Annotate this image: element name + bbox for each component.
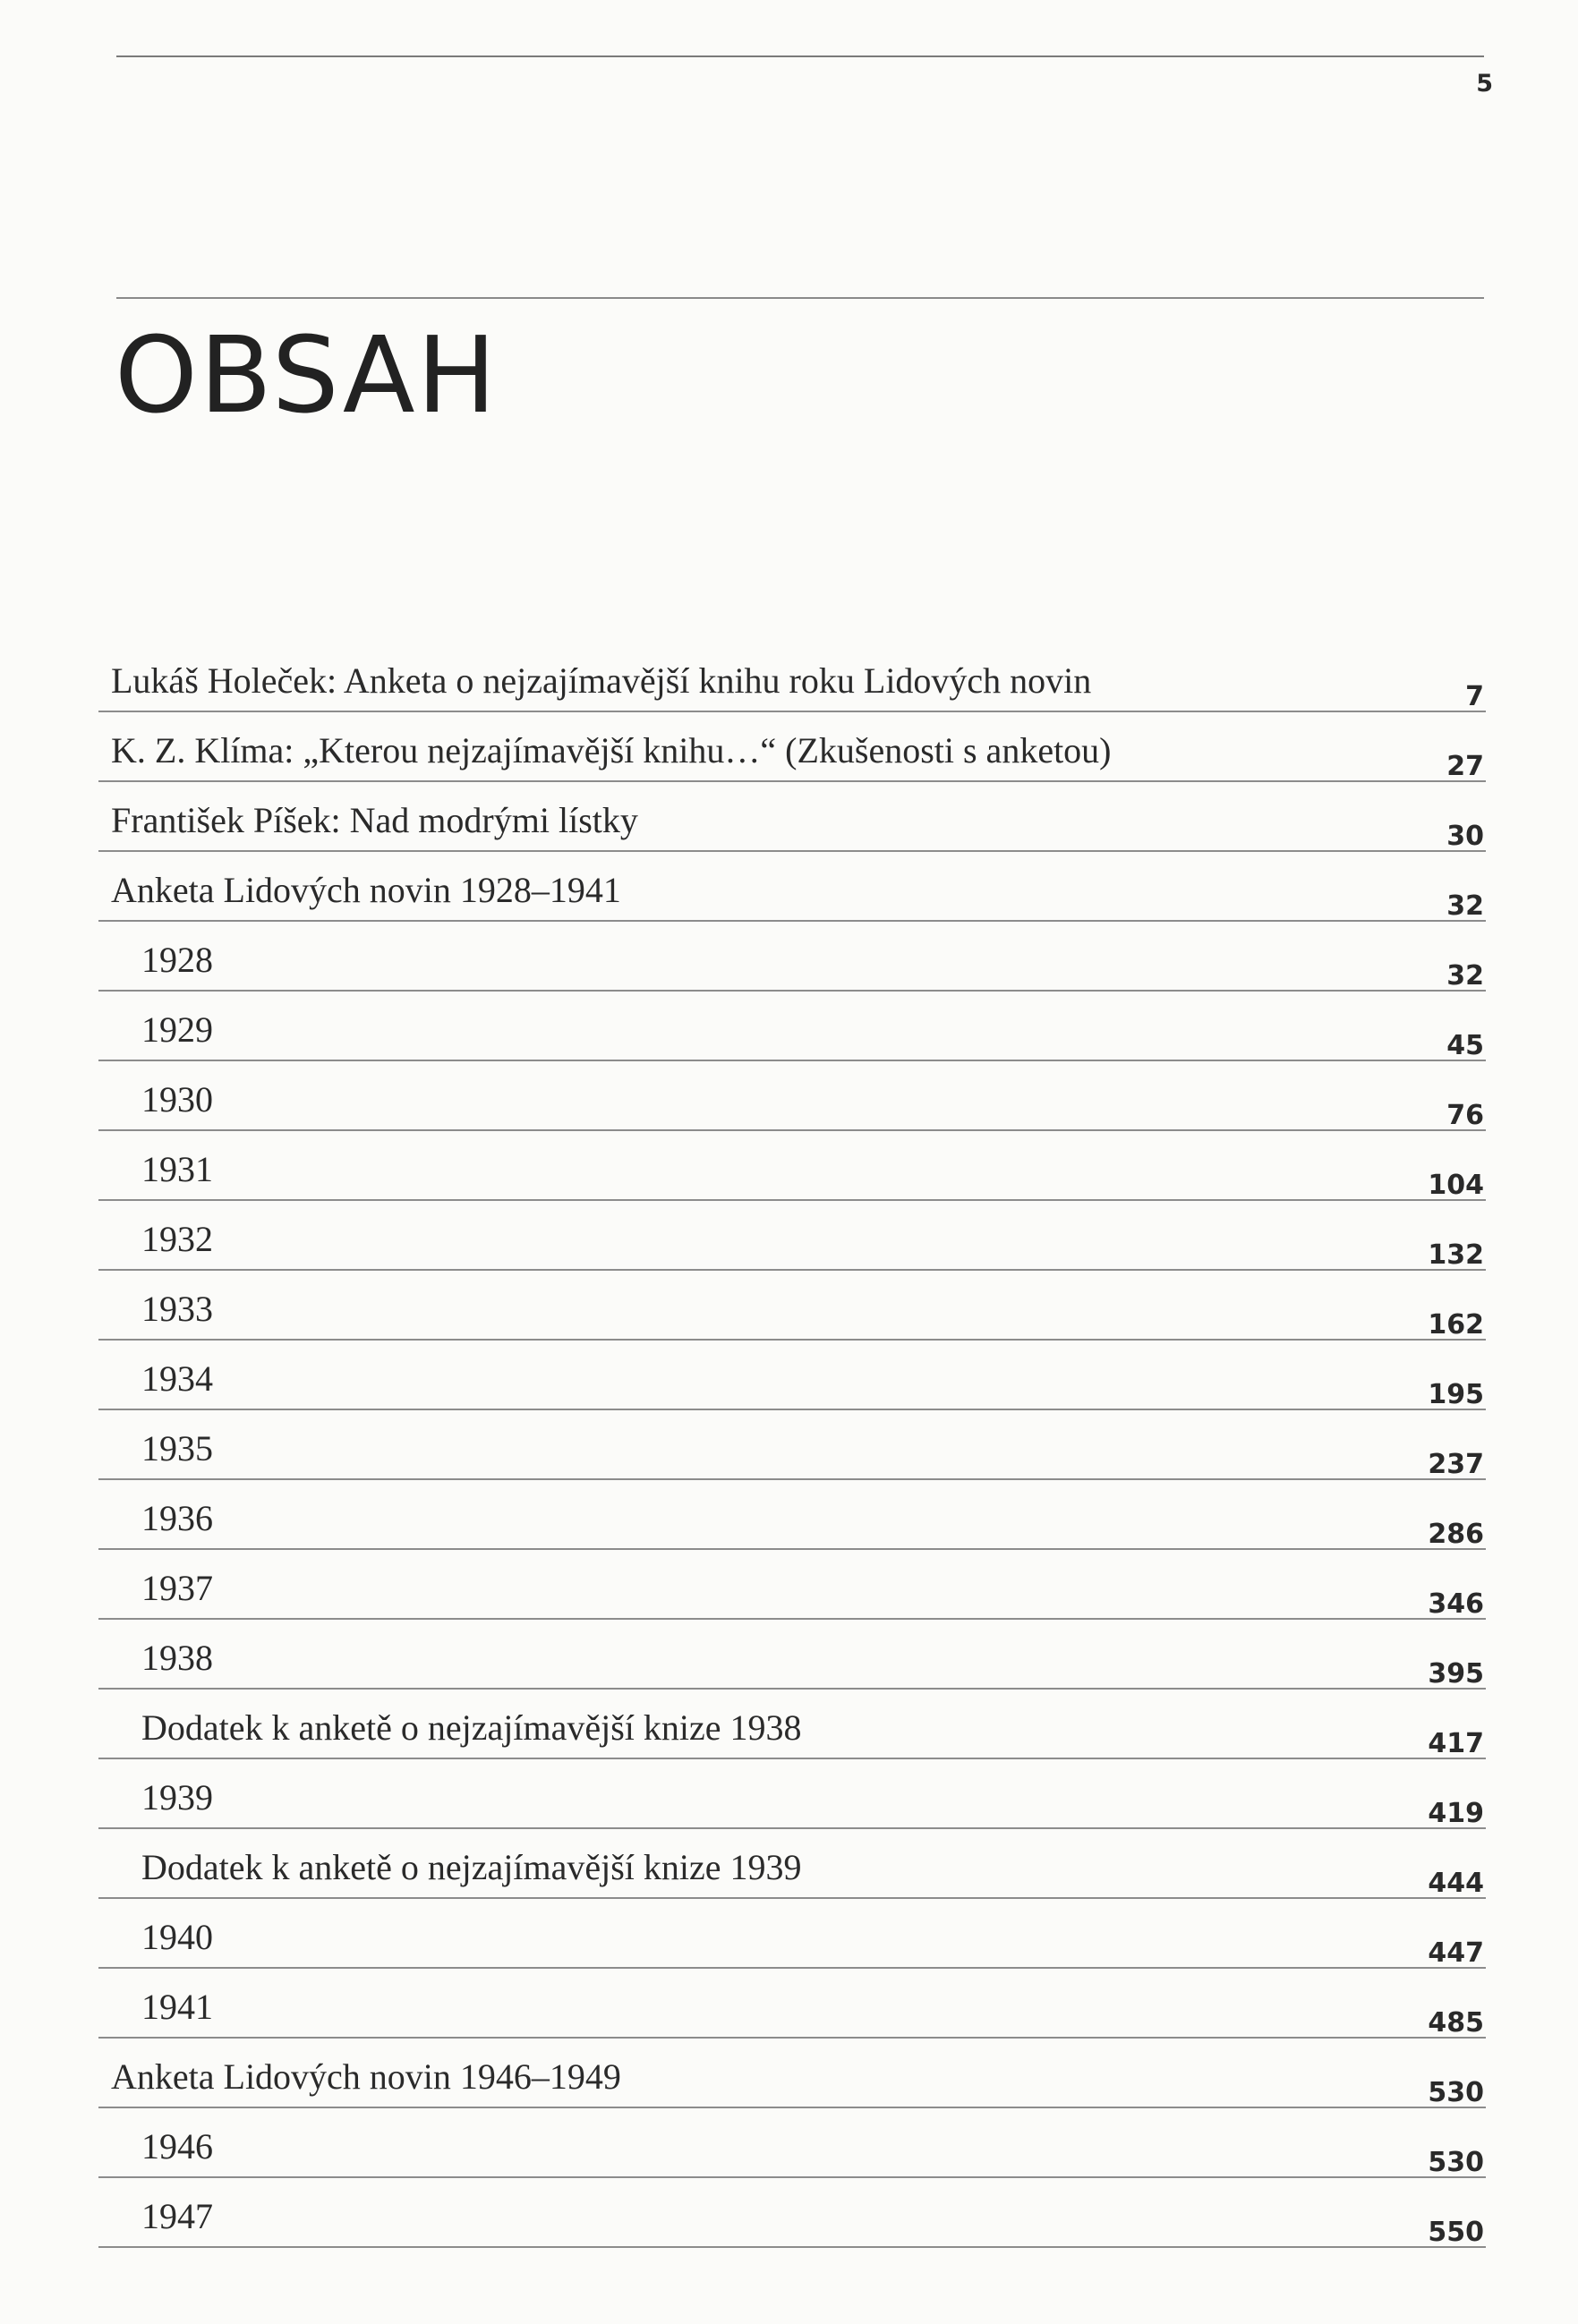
toc-entry-page: 444 xyxy=(1428,1868,1484,1899)
toc-entry xyxy=(98,1691,1486,1759)
toc-entry xyxy=(98,1622,1486,1690)
toc-entry-page: 132 xyxy=(1428,1239,1484,1271)
toc-entry-page: 32 xyxy=(1446,960,1484,992)
toc-entry-label: 1934 xyxy=(141,1358,213,1399)
toc-entry xyxy=(98,714,1486,782)
toc-entry-page: 417 xyxy=(1428,1728,1484,1759)
toc-entry-page: 286 xyxy=(1428,1519,1484,1550)
toc-entry-label: 1931 xyxy=(141,1149,213,1189)
toc-entry-label: Dodatek k anketě o nejzajímavější knize 1939 xyxy=(141,1847,802,1887)
toc-entry-label: 1946 xyxy=(141,2126,213,2167)
toc-entry xyxy=(98,1412,1486,1480)
toc-entry xyxy=(98,1342,1486,1410)
toc-entry-page: 162 xyxy=(1428,1309,1484,1341)
toc-entry-label: Dodatek k anketě o nejzajímavější knize 1938 xyxy=(141,1707,802,1748)
toc-entry xyxy=(98,2110,1486,2178)
toc-entry-page: 530 xyxy=(1428,2147,1484,2178)
toc-entry xyxy=(98,924,1486,992)
toc-entry-page: 7 xyxy=(1465,681,1484,712)
toc-entry-page: 104 xyxy=(1428,1170,1484,1201)
toc-entry-label: 1940 xyxy=(141,1917,213,1957)
toc-entry-label: Anketa Lidových novin 1928–1941 xyxy=(111,870,621,910)
toc-entry-label: 1947 xyxy=(141,2196,213,2236)
toc-entry-label: František Píšek: Nad modrými lístky xyxy=(111,800,638,840)
toc-entry-page: 485 xyxy=(1428,2007,1484,2039)
toc-entry-page: 195 xyxy=(1428,1379,1484,1410)
toc-entry-label: 1935 xyxy=(141,1428,213,1468)
toc-entry-page: 346 xyxy=(1428,1588,1484,1620)
table-of-contents xyxy=(98,644,1486,2250)
toc-entry-label: 1930 xyxy=(141,1079,213,1119)
toc-entry-page: 30 xyxy=(1446,821,1484,852)
toc-entry-label: 1938 xyxy=(141,1638,213,1678)
toc-entry-label: K. Z. Klíma: „Kterou nejzajímavější knihu…“ (Zkušenosti s anketou) xyxy=(111,730,1112,770)
toc-entry xyxy=(98,644,1486,712)
title-rule xyxy=(116,297,1484,299)
toc-entry-page: 27 xyxy=(1446,751,1484,782)
toc-entry xyxy=(98,1203,1486,1271)
toc-entry xyxy=(98,2040,1486,2108)
toc-entry xyxy=(98,1482,1486,1550)
toc-entry xyxy=(98,784,1486,852)
toc-entry-page: 419 xyxy=(1428,1798,1484,1829)
toc-entry-label: 1929 xyxy=(141,1009,213,1050)
toc-entry xyxy=(98,2180,1486,2248)
toc-entry xyxy=(98,1133,1486,1201)
toc-entry xyxy=(98,1831,1486,1899)
toc-entry-label: 1939 xyxy=(141,1777,213,1817)
page-title: OBSAH xyxy=(115,313,499,437)
toc-entry xyxy=(98,993,1486,1061)
toc-entry-page: 237 xyxy=(1428,1449,1484,1480)
toc-entry xyxy=(98,1901,1486,1969)
toc-entry-label: 1932 xyxy=(141,1219,213,1259)
toc-entry xyxy=(98,1273,1486,1341)
toc-entry-label: Anketa Lidových novin 1946–1949 xyxy=(111,2056,621,2097)
toc-entry-label: 1937 xyxy=(141,1568,213,1608)
toc-entry-page: 530 xyxy=(1428,2077,1484,2108)
toc-entry xyxy=(98,1761,1486,1829)
toc-entry-page: 447 xyxy=(1428,1937,1484,1969)
page-number: 5 xyxy=(1476,70,1493,98)
toc-entry xyxy=(98,1971,1486,2039)
toc-entry-label: 1928 xyxy=(141,940,213,980)
toc-entry-label: Lukáš Holeček: Anketa o nejzajímavější knihu roku Lidových novin xyxy=(111,660,1092,701)
toc-entry-label: 1933 xyxy=(141,1289,213,1329)
toc-entry-page: 76 xyxy=(1446,1100,1484,1131)
toc-entry xyxy=(98,1552,1486,1620)
toc-entry-page: 45 xyxy=(1446,1030,1484,1061)
toc-entry-page: 395 xyxy=(1428,1658,1484,1690)
toc-entry-page: 32 xyxy=(1446,890,1484,922)
toc-entry xyxy=(98,1063,1486,1131)
toc-entry xyxy=(98,854,1486,922)
header-rule xyxy=(116,55,1484,57)
toc-entry-label: 1936 xyxy=(141,1498,213,1538)
toc-entry-label: 1941 xyxy=(141,1987,213,2027)
toc-entry-page: 550 xyxy=(1428,2217,1484,2248)
